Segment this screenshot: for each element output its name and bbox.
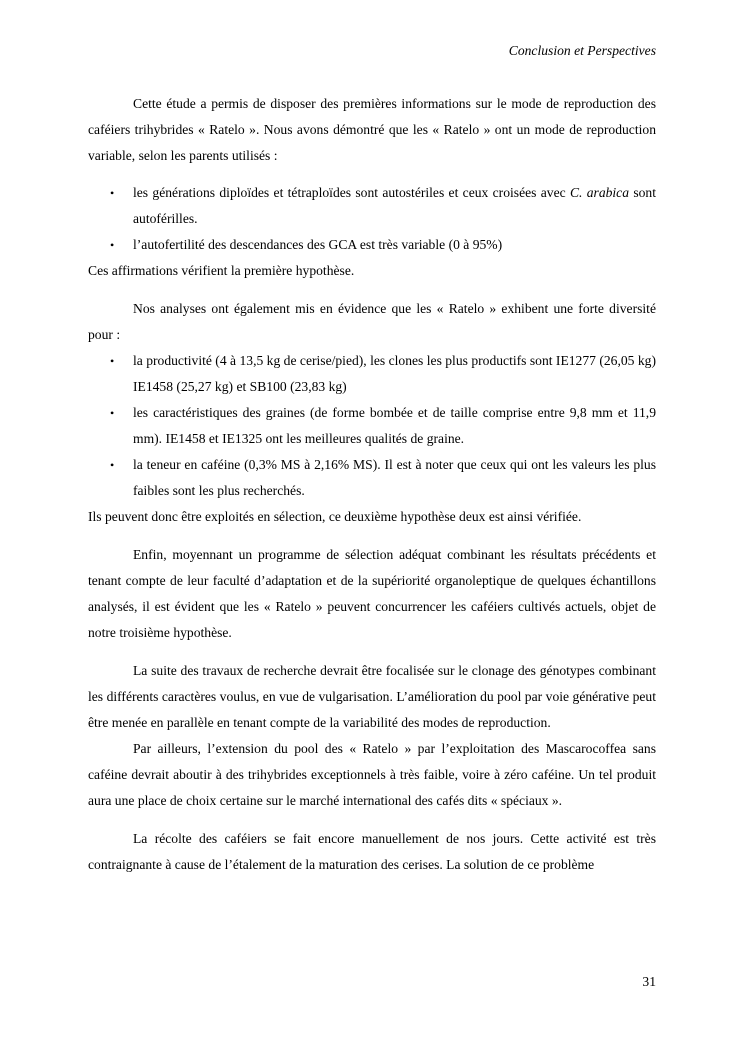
running-header: Conclusion et Perspectives [508, 43, 656, 58]
paragraph-harvest: La récolte des caféiers se fait encore manuellement de nos jours. Cette activité est très contraignante à cause de l’étalement de la maturation des cerises. La solution de ce problème [88, 831, 656, 872]
paragraph-research: La suite des travaux de recherche devrait être focalisée sur le clonage des génotypes combinant les différents caractères voulus, en vue de vulgarisation. L’amélioration du pool par voie générative peut être menée en parallèle en tenant compte de la variabilité des modes de reproduction. [88, 663, 656, 730]
list-item [88, 180, 656, 232]
paragraph-third-hypothesis: Enfin, moyennant un programme de sélection adéquat combinant les résultats précédents et tenant compte de leur faculté d’adaptation et de la supériorité organoleptique de quelques échantillons analysés, il est évident que les « Ratelo » peuvent concurrencer les caféiers cultivés actuels, objet de notre troisième hypothèse. [88, 547, 656, 640]
list-item [88, 348, 656, 400]
list-item-text: la teneur en caféine (0,3% MS à 2,16% MS). Il est à noter que ceux qui ont les valeurs les plus faibles sont les plus recherchés. [133, 457, 656, 498]
bullet-icon: • [110, 406, 115, 420]
page-body [88, 91, 656, 878]
list-item [88, 452, 656, 504]
species-name: C. arabica [569, 185, 630, 200]
list-item-text-end: sont autoférilles. [133, 185, 657, 226]
diversity-list [88, 348, 656, 504]
paragraph-extension: Par ailleurs, l’extension du pool des « Ratelo » par l’exploitation des Mascarocoffea sans caféine devrait aboutir à des trihybrides exceptionnels à très faible, voire à zéro caféine. Un tel produit aura une place de choix certaine sur le marché international des cafés dits « spéciaux ». [88, 741, 656, 808]
page-number: 31 [642, 974, 656, 989]
bullet-icon: • [110, 238, 115, 252]
list-item-text: l’autofertilité des descendances des GCA est très variable (0 à 95%) [133, 237, 503, 252]
bullet-icon: • [110, 354, 115, 368]
paragraph-first-hypothesis: Ces affirmations vérifient la première hypothèse. [88, 263, 355, 278]
paragraph-diversity: Nos analyses ont également mis en évidence que les « Ratelo » exhibent une forte diversité pour : [88, 301, 656, 342]
list-item-text: les générations diploïdes et tétraploïdes sont autostériles et ceux croisées avec [133, 185, 570, 200]
reproduction-list [88, 180, 656, 258]
paragraph-second-hypothesis: Ils peuvent donc être exploités en sélection, ce deuxième hypothèse deux est ainsi vérifiée. [88, 509, 582, 524]
list-item [88, 232, 656, 258]
bullet-icon: • [110, 458, 115, 472]
list-item-text: les caractéristiques des graines (de forme bombée et de taille comprise entre 9,8 mm et 11,9 mm). IE1458 et IE1325 ont les meilleures qualités de graine. [133, 405, 656, 446]
bullet-icon: • [110, 186, 115, 200]
paragraph-intro: Cette étude a permis de disposer des premières informations sur le mode de reproduction des caféiers trihybrides « Ratelo ». Nous avons démontré que les « Ratelo » ont un mode de reproduction variable, selon les parents utilisés : [88, 96, 656, 163]
list-item-text: la productivité (4 à 13,5 kg de cerise/pied), les clones les plus productifs sont IE1277 (26,05 kg) IE1458 (25,27 kg) et SB100 (23,83 kg) [133, 353, 656, 394]
list-item [88, 400, 656, 452]
